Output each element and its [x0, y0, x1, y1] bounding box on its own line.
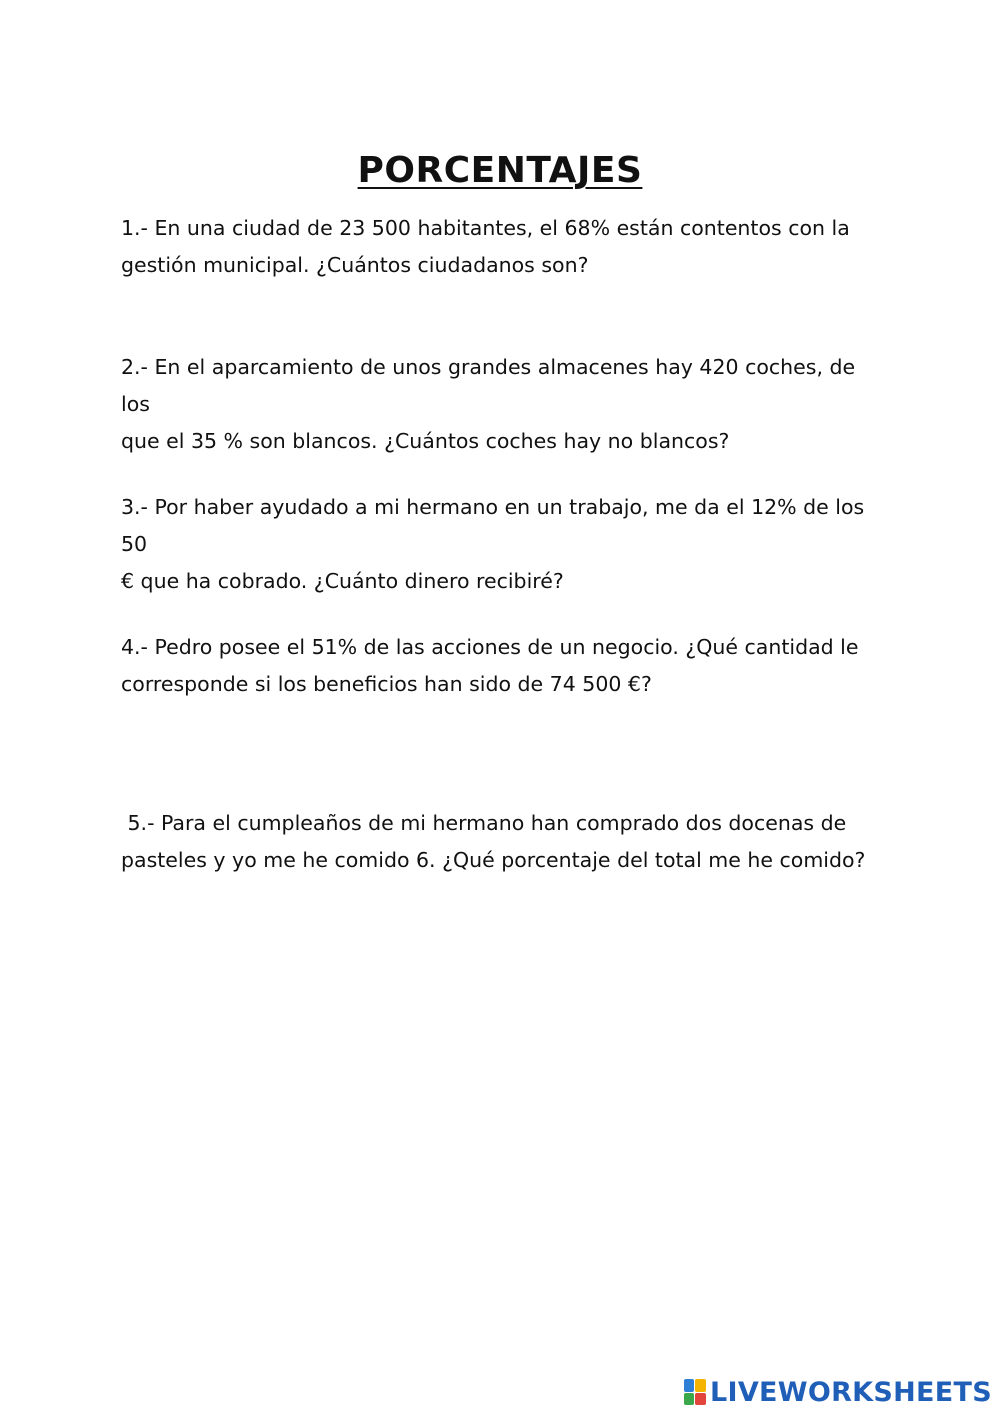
problem-1	[121, 210, 881, 284]
problem-5-line-2: pasteles y yo me he comido 6. ¿Qué porcentaje del total me he comido?	[121, 848, 866, 872]
problem-3-line-2: € que ha cobrado. ¿Cuánto dinero recibiré?	[121, 569, 564, 593]
problem-1-line-1: 1.- En una ciudad de 23 500 habitantes, el 68% están contentos con la	[121, 216, 850, 240]
liveworksheets-logo[interactable]	[684, 1377, 992, 1407]
problem-5	[121, 805, 881, 879]
problem-2-line-1: 2.- En el aparcamiento de unos grandes almacenes hay 420 coches, de los	[121, 355, 856, 416]
page-title-text: PORCENTAJES	[357, 150, 643, 192]
problem-1-line-2: gestión municipal. ¿Cuántos ciudadanos son?	[121, 253, 589, 277]
problem-4	[121, 629, 881, 703]
logo-text: LIVEWORKSHEETS	[709, 1376, 992, 1408]
problem-4-line-2: corresponde si los beneficios han sido de 74 500 €?	[121, 672, 652, 696]
liveworksheets-logo-icon	[684, 1379, 706, 1405]
problem-3-line-1: 3.- Por haber ayudado a mi hermano en un trabajo, me da el 12% de los 50	[121, 495, 865, 556]
page-title	[0, 148, 1000, 194]
problem-3	[121, 489, 881, 600]
problem-4-line-1: 4.- Pedro posee el 51% de las acciones de un negocio. ¿Qué cantidad le	[121, 635, 859, 659]
problem-5-line-1: 5.- Para el cumpleaños de mi hermano han comprado dos docenas de	[121, 811, 847, 835]
problem-2	[121, 349, 881, 460]
problem-2-line-2: que el 35 % son blancos. ¿Cuántos coches hay no blancos?	[121, 429, 730, 453]
